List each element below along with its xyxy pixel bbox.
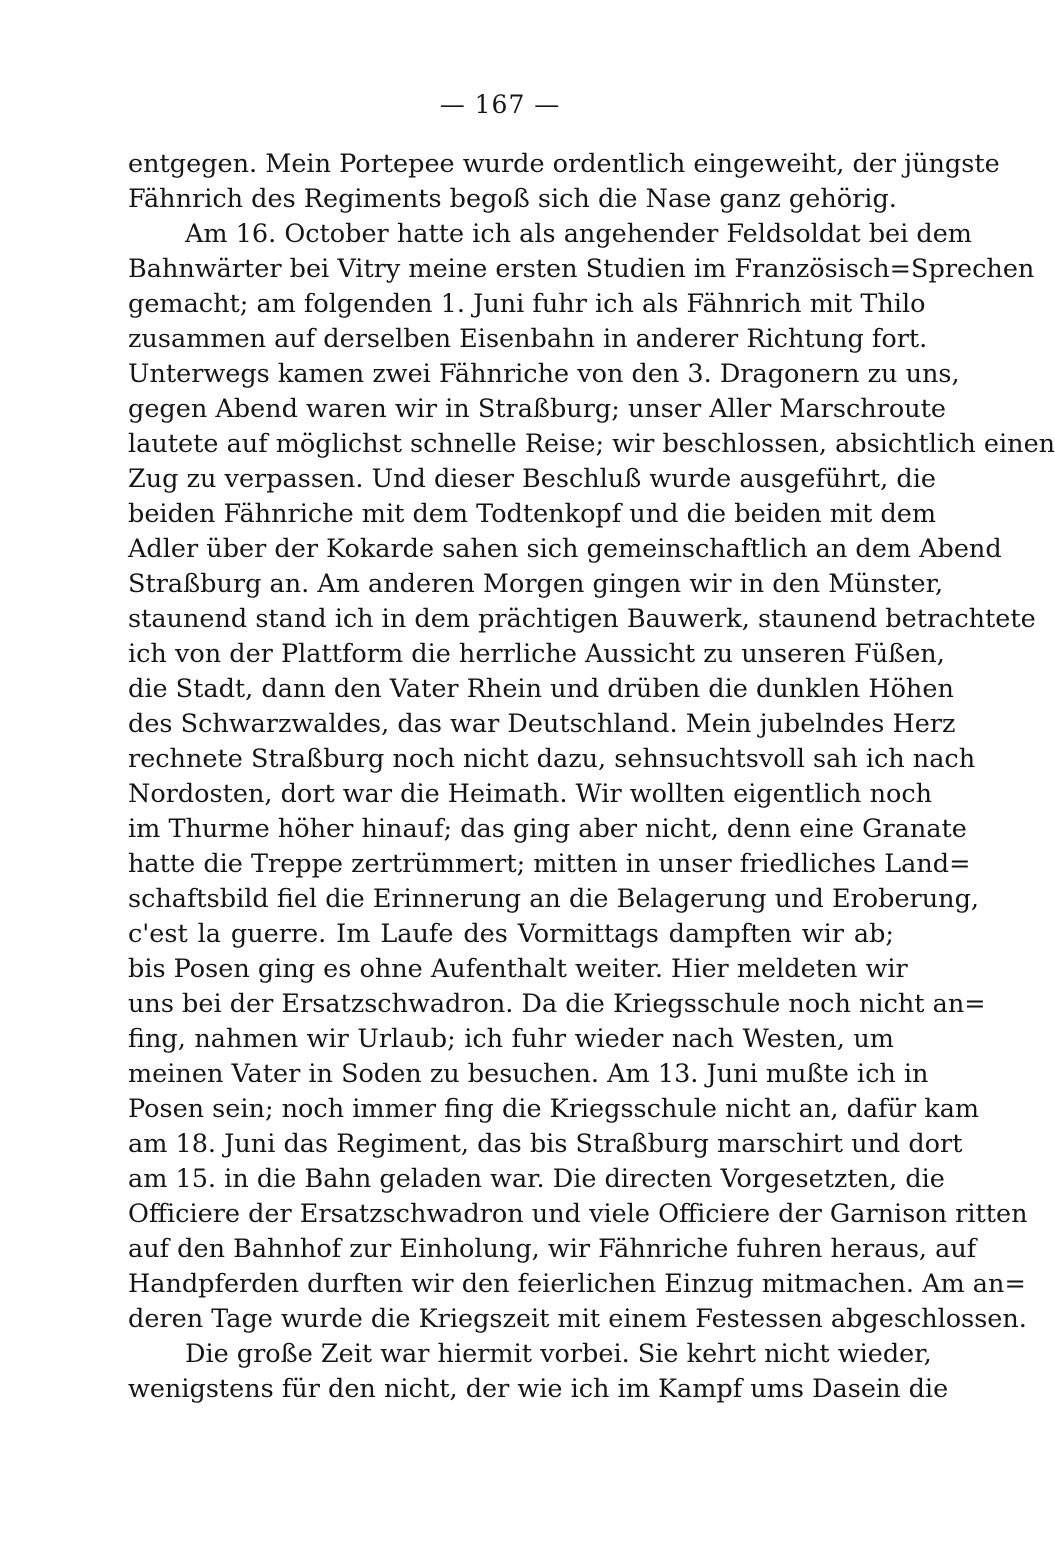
text-line: Unterwegs kamen zwei Fähnriche von den 3. Dragonern zu uns, bbox=[128, 359, 960, 389]
text-line: Am 16. October hatte ich als angehender Feldsoldat bei dem bbox=[185, 219, 972, 249]
text-line: Fähnrich des Regiments begoß sich die Nase ganz gehörig. bbox=[128, 184, 897, 214]
text-line: auf den Bahnhof zur Einholung, wir Fähnriche fuhren heraus, auf bbox=[128, 1234, 977, 1264]
text-line: staunend stand ich in dem prächtigen Bauwerk, staunend betrachtete bbox=[128, 604, 1036, 634]
text-line: die Stadt, dann den Vater Rhein und drüben die dunklen Höhen bbox=[128, 674, 954, 704]
text-line: des Schwarzwaldes, das war Deutschland. Mein jubelndes Herz bbox=[128, 709, 956, 739]
text-line: Nordosten, dort war die Heimath. Wir wollten eigentlich noch bbox=[128, 779, 933, 809]
text-line: c'est la guerre. Im Laufe des Vormittags dampften wir ab; bbox=[128, 919, 894, 949]
text-line: fing, nahmen wir Urlaub; ich fuhr wieder nach Westen, um bbox=[128, 1024, 894, 1054]
text-line: Straßburg an. Am anderen Morgen gingen wir in den Münster, bbox=[128, 569, 944, 599]
text-line: schaftsbild fiel die Erinnerung an die Belagerung und Eroberung, bbox=[128, 884, 980, 914]
text-line: rechnete Straßburg noch nicht dazu, sehnsuchtsvoll sah ich nach bbox=[128, 744, 976, 774]
text-line: deren Tage wurde die Kriegszeit mit einem Festessen abgeschlossen. bbox=[128, 1304, 1027, 1334]
text-line: Officiere der Ersatzschwadron und viele Officiere der Garnison ritten bbox=[128, 1199, 1028, 1229]
text-line: uns bei der Ersatzschwadron. Da die Kriegsschule noch nicht an= bbox=[128, 989, 986, 1019]
text-line: am 18. Juni das Regiment, das bis Straßburg marschirt und dort bbox=[128, 1129, 963, 1159]
text-line: Zug zu verpassen. Und dieser Beschluß wurde ausgeführt, die bbox=[128, 464, 936, 494]
page-number: — 167 — bbox=[439, 90, 561, 119]
text-line: meinen Vater in Soden zu besuchen. Am 13. Juni mußte ich in bbox=[128, 1059, 929, 1089]
text-line: bis Posen ging es ohne Aufenthalt weiter. Hier meldeten wir bbox=[128, 954, 908, 984]
text-line: Die große Zeit war hiermit vorbei. Sie kehrt nicht wieder, bbox=[185, 1339, 932, 1369]
text-line: zusammen auf derselben Eisenbahn in anderer Richtung fort. bbox=[128, 324, 928, 354]
text-line: am 15. in die Bahn geladen war. Die directen Vorgesetzten, die bbox=[128, 1164, 945, 1194]
text-line: gegen Abend waren wir in Straßburg; unser Aller Marschroute bbox=[128, 394, 946, 424]
text-line: im Thurme höher hinauf; das ging aber nicht, denn eine Granate bbox=[128, 814, 967, 844]
text-line: Adler über der Kokarde sahen sich gemeinschaftlich an dem Abend bbox=[128, 534, 1002, 564]
text-line: beiden Fähnriche mit dem Todtenkopf und die beiden mit dem bbox=[128, 499, 937, 529]
text-line: lautete auf möglichst schnelle Reise; wir beschlossen, absichtlich einen bbox=[128, 429, 1055, 459]
text-line: Posen sein; noch immer fing die Kriegsschule nicht an, dafür kam bbox=[128, 1094, 980, 1124]
text-line: entgegen. Mein Portepee wurde ordentlich eingeweiht, der jüngste bbox=[128, 149, 1000, 179]
text-line: ich von der Plattform die herrliche Aussicht zu unseren Füßen, bbox=[128, 639, 945, 669]
text-line: wenigstens für den nicht, der wie ich im Kampf ums Dasein die bbox=[128, 1374, 949, 1404]
text-line: Bahnwärter bei Vitry meine ersten Studien im Französisch=Sprechen bbox=[128, 254, 1035, 284]
text-line: hatte die Treppe zertrümmert; mitten in unser friedliches Land= bbox=[128, 849, 971, 879]
text-line: gemacht; am folgenden 1. Juni fuhr ich als Fähnrich mit Thilo bbox=[128, 289, 926, 319]
text-line: Handpferden durften wir den feierlichen Einzug mitmachen. Am an= bbox=[128, 1269, 1026, 1299]
